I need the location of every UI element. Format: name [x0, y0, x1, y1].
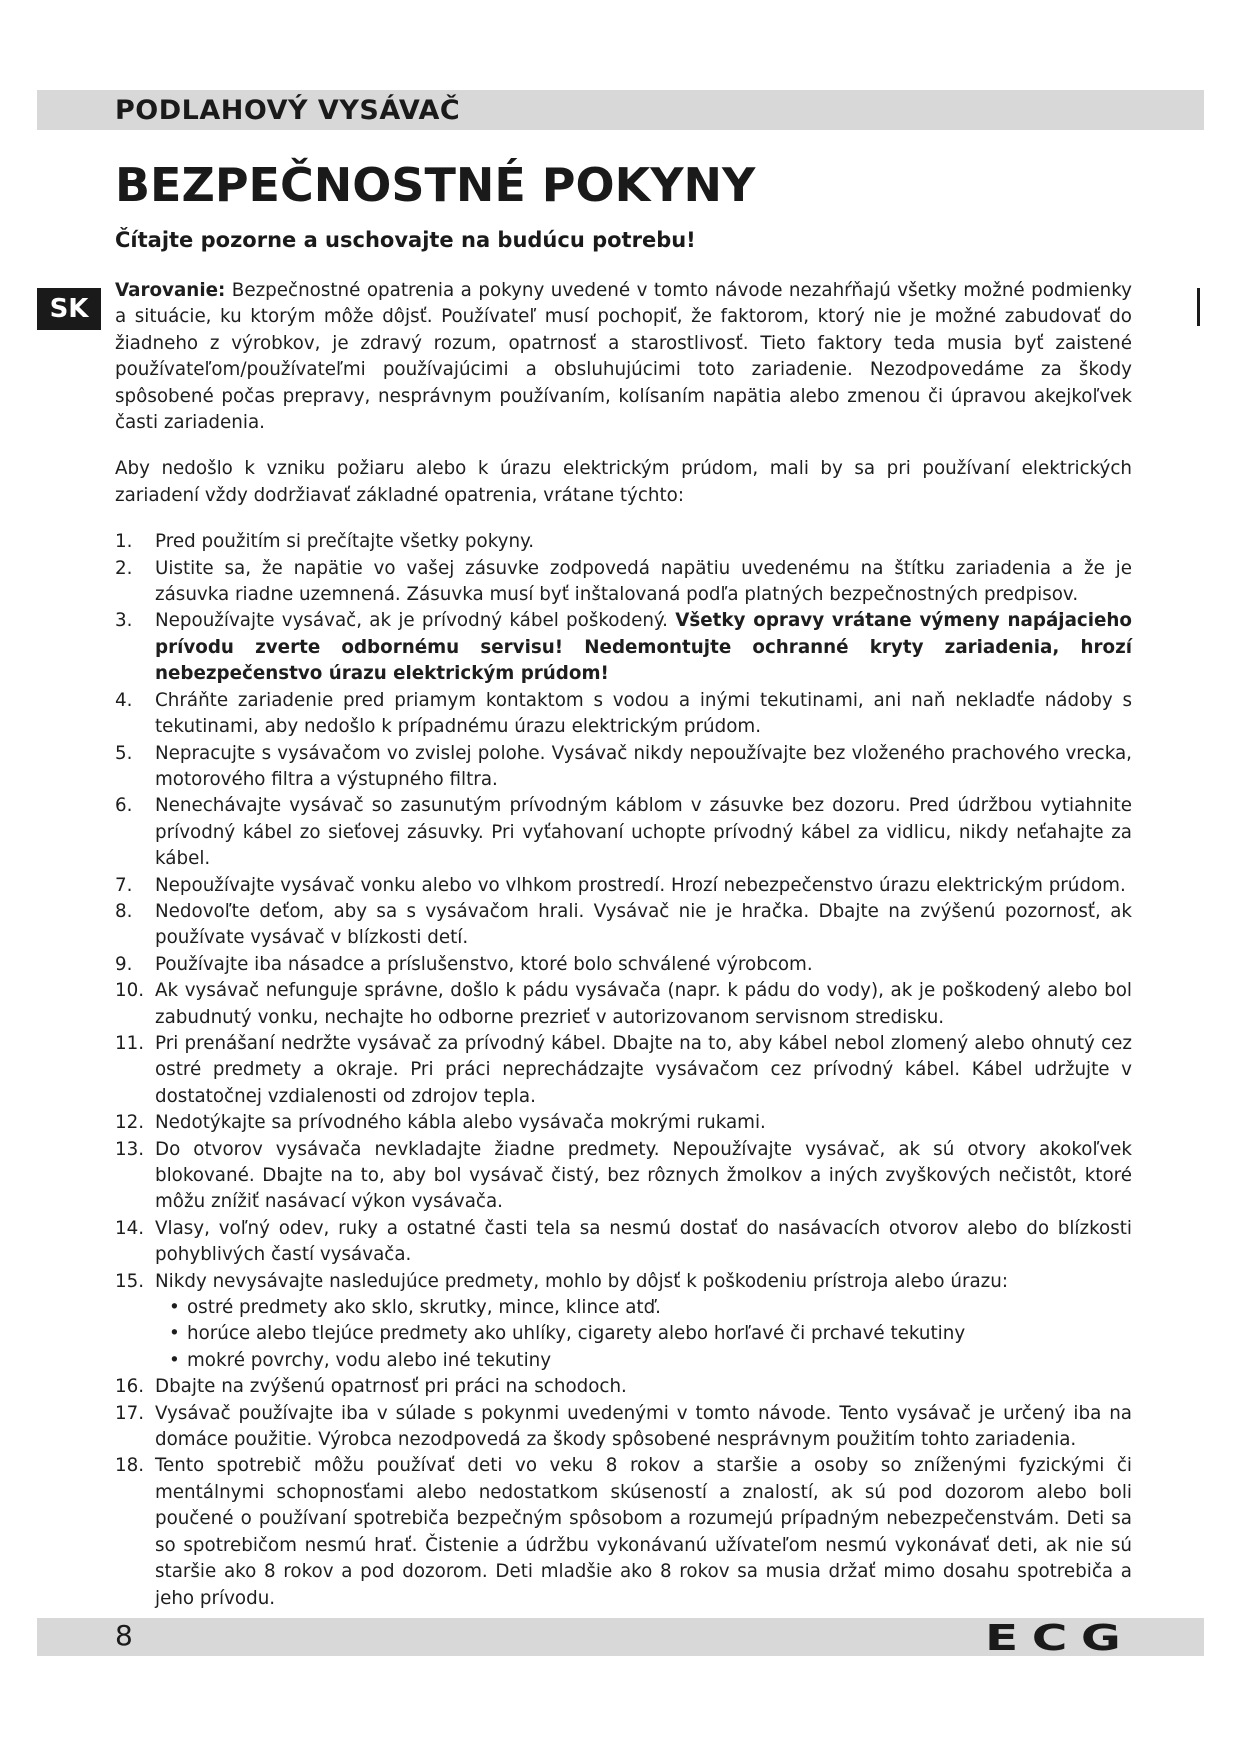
list-item-number: 5. [115, 742, 133, 764]
subtitle: Čítajte pozorne a uschovajte na budúcu potrebu! [115, 228, 696, 252]
content [115, 278, 1132, 1612]
list-item [115, 1216, 1132, 1269]
list-item-text: Nepracujte s vysávačom vo zvislej polohe. Vysávač nikdy nepoužívajte bez vloženého prachového vrecka, motorového filtra a výstupného filtra. [155, 742, 1132, 790]
section-header-title: PODLAHOVÝ VYSÁVAČ [115, 95, 461, 126]
list-item [115, 556, 1132, 609]
list-item-number: 2. [115, 557, 133, 579]
list-item-number: 11. [115, 1032, 145, 1054]
list-item-number: 1. [115, 531, 133, 553]
page-number: 8 [115, 1619, 133, 1652]
warning-label: Varovanie: [115, 280, 226, 301]
bullet-text: ostré predmety ako sklo, skrutky, mince, klince atď. [187, 1297, 661, 1319]
bullet-list [155, 1295, 1132, 1374]
list-item-number: 8. [115, 900, 133, 922]
language-tab: SK [37, 288, 101, 330]
page-title: BEZPEČNOSTNÉ POKYNY [115, 158, 756, 212]
list-item-text: Nenechávajte vysávač so zasunutým prívodným káblom v zásuvke bez dozoru. Pred údržbou vytiahnite prívodný kábel zo sieťovej zásuvky. Pri vyťahovaní uchopte prívodný kábel za vidlicu, nikdy neťahajte za kábel. [155, 795, 1132, 870]
bullet-dot-icon: • [169, 1323, 180, 1345]
list-item-text: Vysávač používajte iba v súlade s pokynmi uvedenými v tomto návode. Tento vysávač je určený iba na domáce použitie. Výrobca nezodpovedá za škody spôsobené nesprávnym použitím tohto zariadenia. [155, 1402, 1132, 1451]
list-item-text: Nedovoľte deťom, aby sa s vysávačom hrali. Vysávač nie je hračka. Dbajte na zvýšenú pozornosť, ak používate vysávač v blízkosti detí. [155, 900, 1132, 949]
list-item-number: 12. [115, 1112, 145, 1134]
bullet-dot-icon: • [169, 1297, 180, 1319]
list-item [115, 1269, 1132, 1375]
ecg-logo: ECG [985, 1618, 1135, 1659]
bullet-item [165, 1295, 1132, 1321]
bullet-text: horúce alebo tlejúce predmety ako uhlíky, cigarety alebo horľavé či prchavé tekutiny [187, 1323, 966, 1345]
list-item [115, 529, 1132, 555]
list-item-number: 13. [115, 1138, 145, 1160]
list-item-number: 16. [115, 1376, 145, 1398]
list-item-text: Používajte iba násadce a príslušenstvo, ktoré bolo schválené výrobcom. [155, 953, 813, 975]
list-item [115, 741, 1132, 794]
list-item-text: Dbajte na zvýšenú opatrnosť pri práci na schodoch. [155, 1376, 627, 1398]
list-item-number: 4. [115, 689, 133, 711]
warning-paragraph [115, 278, 1132, 436]
list-item [115, 1110, 1132, 1136]
bullet-dot-icon: • [169, 1349, 180, 1371]
list-item-text: Nedotýkajte sa prívodného kábla alebo vysávača mokrými rukami. [155, 1112, 766, 1134]
list-item [115, 873, 1132, 899]
list-item [115, 978, 1132, 1031]
list-item-number: 17. [115, 1402, 145, 1424]
list-item-text: Chráňte zariadenie pred priamym kontaktom s vodou a inými tekutinami, ani naň nekladťe nádoby s tekutinami, aby nedošlo k prípadnému úrazu elektrickým prúdom. [155, 689, 1132, 738]
list-item [115, 1401, 1132, 1454]
list-item-text: Nepoužívajte vysávač vonku alebo vo vlhkom prostredí. Hrozí nebezpečenstvo úrazu elektrickým prúdom. [155, 874, 1126, 896]
list-item-number: 7. [115, 874, 133, 896]
list-item-text: Pri prenášaní nedržte vysávač za prívodný kábel. Dbajte na to, aby kábel nebol zlomený alebo ohnutý cez ostré predmety a okraje. Pri práci neprechádzajte vysávačom cez prívodný kábel. Kábel udržujte v dostatočnej vzdialenosti od zdrojov tepla. [155, 1032, 1132, 1107]
list-item [115, 1453, 1132, 1611]
list-item-number: 3. [115, 610, 133, 632]
list-item-text: Do otvorov vysávača nevkladajte žiadne predmety. Nepoužívajte vysávač, ak sú otvory akokoľvek blokované. Dbajte na to, aby bol vysávač čistý, bez rôznych žmolkov a iných zvyškových nečistôt, ktoré môžu znížiť nasávací výkon vysávača. [155, 1138, 1132, 1213]
list-item-bold-text: Všetky opravy vrátane výmeny napájacieho prívodu zverte odbornému servisu! Nedemontujte ochranné kryty zariadenia, hrozí nebezpečenstvo úrazu elektrickým prúdom! [155, 610, 1132, 685]
safety-instructions-list [115, 529, 1132, 1612]
list-item-number: 18. [115, 1455, 145, 1477]
bullet-text: mokré povrchy, vodu alebo iné tekutiny [187, 1349, 552, 1371]
list-item [115, 1137, 1132, 1216]
list-item-text: Nepoužívajte vysávač, ak je prívodný kábel poškodený. [155, 610, 676, 632]
list-item [115, 608, 1132, 687]
list-item [115, 1031, 1132, 1110]
list-item-text: Pred použitím si prečítajte všetky pokyny. [155, 531, 535, 553]
list-item-text: Ak vysávač nefunguje správne, došlo k pádu vysávača (napr. k pádu do vody), ak je poškodený alebo bol zabudnutý vonku, nechajte ho odborne prezrieť v autorizovanom servisnom stredisku. [155, 980, 1132, 1028]
list-item-number: 9. [115, 953, 133, 975]
warning-text: Bezpečnostné opatrenia a pokyny uvedené v tomto návode nezahŕňajú všetky možné podmienky a situácie, ku ktorým môže dôjsť. Používateľ musí pochopiť, že faktorom, ktorý nie je možné zabudovať do žiadneho z výrobkov, je zdravý rozum, opatrnosť a starostlivosť. Tieto faktory teda musia byť zaistené používateľom/používateľmi používajúcimi a obsluhujúcimi toto zariadenie. Nezodpovedáme za škody spôsobené počas prepravy, nesprávnym používaním, kolísaním napätia alebo zmenou či úpravou akejkoľvek časti zariadenia. [115, 280, 1132, 434]
list-item-number: 14. [115, 1217, 145, 1239]
list-item-number: 10. [115, 980, 145, 1002]
bullet-item [165, 1348, 1132, 1374]
list-item [115, 952, 1132, 978]
list-item-text: Uistite sa, že napätie vo vašej zásuvke zodpovedá napätiu uvedenému na štítku zariadenia a že je zásuvka riadne uzemnená. Zásuvka musí byť inštalovaná podľa platných bezpečnostných predpisov. [155, 557, 1132, 606]
list-item-text: Vlasy, voľný odev, ruky a ostatné časti tela sa nesmú dostať do nasávacích otvorov alebo do blízkosti pohyblivých častí vysávača. [155, 1217, 1132, 1266]
list-item-number: 15. [115, 1270, 145, 1292]
list-item [115, 1374, 1132, 1400]
list-item-text: Nikdy nevysávajte nasledujúce predmety, mohlo by dôjsť k poškodeniu prístroja alebo úrazu: [155, 1270, 1009, 1292]
bullet-item [165, 1321, 1132, 1347]
list-item [115, 793, 1132, 872]
list-item-number: 6. [115, 795, 133, 817]
margin-marker [1197, 288, 1200, 326]
list-item [115, 688, 1132, 741]
intro-paragraph: Aby nedošlo k vzniku požiaru alebo k úrazu elektrickým prúdom, mali by sa pri používaní elektrických zariadení vždy dodržiavať základné opatrenia, vrátane týchto: [115, 458, 1132, 506]
list-item-text: Tento spotrebič môžu používať deti vo veku 8 rokov a staršie a osoby so zníženými fyzickými či mentálnymi schopnosťami alebo nedostatkom skúseností a znalostí, ak sú pod dozorom alebo boli poučené o používaní spotrebiča bezpečným spôsobom a rozumejú prípadným nebezpečenstvám. Deti sa so spotrebičom nesmú hrať. Čistenie a údržbu vykonávanú užívateľom nesmú vykonávať deti, ak nie sú staršie ako 8 rokov a pod dozorom. Deti mladšie ako 8 rokov sa musia držať mimo dosahu spotrebiča a jeho prívodu. [155, 1455, 1132, 1609]
list-item [115, 899, 1132, 952]
